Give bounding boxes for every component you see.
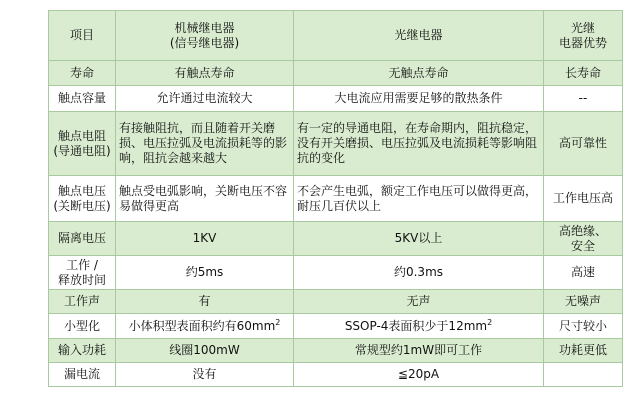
- table-row-operating-sound: [49, 290, 623, 314]
- table-header-row: [49, 11, 623, 61]
- table-row-contact-resistance: [49, 112, 623, 176]
- table-row-input-power: [49, 339, 623, 363]
- row-label: 隔离电压: [49, 222, 116, 256]
- mechanical-cell: 有触点寿命: [116, 61, 294, 86]
- row-label: 输入功耗: [49, 339, 116, 363]
- table-row-operate-release-time: [49, 256, 623, 290]
- mechanical-cell: 允许通过电流较大: [116, 86, 294, 112]
- table-row-miniaturization: [49, 314, 623, 339]
- row-label: 工作 / 释放时间: [49, 256, 116, 290]
- row-label: 触点电压 (关断电压): [49, 176, 116, 222]
- header-mechanical-relay: 机械继电器 (信号继电器): [116, 11, 294, 61]
- photo-relay-cell: ≦20pA: [294, 363, 544, 387]
- photo-relay-cell: 无触点寿命: [294, 61, 544, 86]
- photo-relay-cell: 有一定的导通电阻，在寿命期内，阻抗稳定，没有开关磨损、电压拉弧及电流损耗等影响阻抗的变化: [294, 112, 544, 176]
- photo-relay-cell: SSOP-4表面积少于$12mm^2$: [294, 314, 544, 339]
- mechanical-cell: 没有: [116, 363, 294, 387]
- advantage-cell: 高绝缘、 安全: [544, 222, 623, 256]
- advantage-cell: 工作电压高: [544, 176, 623, 222]
- header-advantage: 光继 电器优势: [544, 11, 623, 61]
- row-label: 寿命: [49, 61, 116, 86]
- table-row-leakage-current: [49, 363, 623, 387]
- photo-relay-cell: 大电流应用需要足够的散热条件: [294, 86, 544, 112]
- row-label: 小型化: [49, 314, 116, 339]
- table-row-lifetime: [49, 61, 623, 86]
- advantage-cell: [544, 363, 623, 387]
- table-row-contact-capacity: [49, 86, 623, 112]
- row-label: 漏电流: [49, 363, 116, 387]
- mechanical-cell: 1KV: [116, 222, 294, 256]
- comparison-table-container: [48, 10, 622, 387]
- advantage-cell: 高可靠性: [544, 112, 623, 176]
- advantage-cell: 功耗更低: [544, 339, 623, 363]
- mechanical-cell: 约5ms: [116, 256, 294, 290]
- row-label: 触点容量: [49, 86, 116, 112]
- mechanical-cell: 有: [116, 290, 294, 314]
- photo-relay-cell: 无声: [294, 290, 544, 314]
- mechanical-cell: 线圈100mW: [116, 339, 294, 363]
- advantage-cell: --: [544, 86, 623, 112]
- row-label: 工作声: [49, 290, 116, 314]
- photo-relay-cell: 约0.3ms: [294, 256, 544, 290]
- mechanical-cell: 小体积型表面积约有$60mm^2$: [116, 314, 294, 339]
- header-photo-relay: 光继电器: [294, 11, 544, 61]
- photo-relay-cell: 不会产生电弧，额定工作电压可以做得更高，耐压几百伏以上: [294, 176, 544, 222]
- header-item: 项目: [49, 11, 116, 61]
- relay-comparison-table: [48, 10, 623, 387]
- table-row-isolation-voltage: [49, 222, 623, 256]
- advantage-cell: 无噪声: [544, 290, 623, 314]
- photo-relay-cell: 5KV以上: [294, 222, 544, 256]
- row-label: 触点电阻 (导通电阻): [49, 112, 116, 176]
- table-row-contact-voltage: [49, 176, 623, 222]
- photo-relay-cell: 常规型约1mW即可工作: [294, 339, 544, 363]
- advantage-cell: 高速: [544, 256, 623, 290]
- mechanical-cell: 触点受电弧影响，关断电压不容易做得更高: [116, 176, 294, 222]
- advantage-cell: 长寿命: [544, 61, 623, 86]
- advantage-cell: 尺寸较小: [544, 314, 623, 339]
- mechanical-cell: 有接触阻抗，而且随着开关磨损、电压拉弧及电流损耗等的影响，阻抗会越来越大: [116, 112, 294, 176]
